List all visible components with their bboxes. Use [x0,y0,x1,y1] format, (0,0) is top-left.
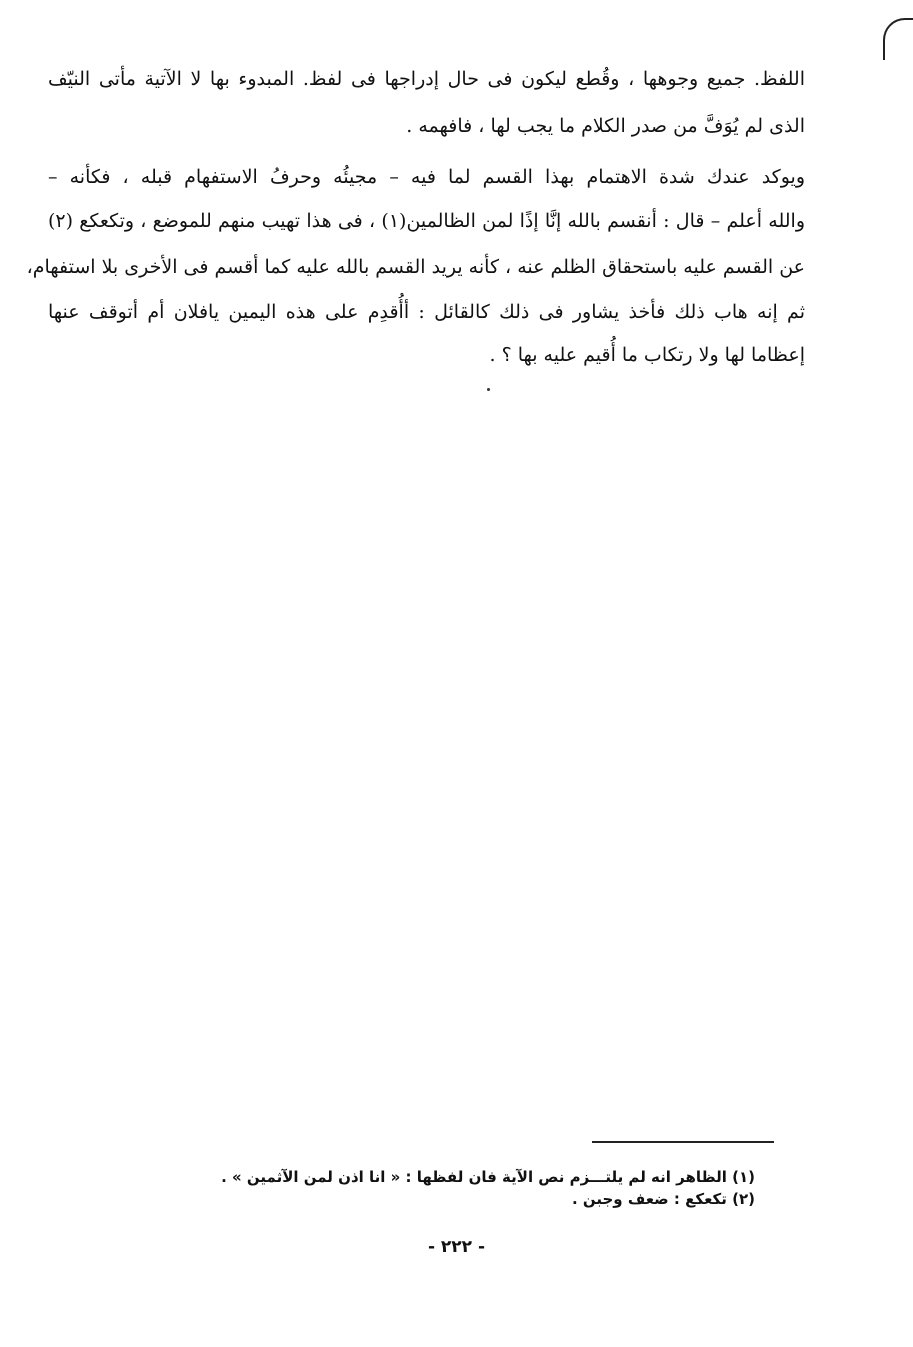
page-corner-mark [883,18,913,60]
footnote-1: (١) الظاهر انه لم يلتـــزم نص الآية فان لفظها : « انا اذن لمن الآثمين » . [221,1168,755,1186]
body-line-4: والله أعلم – قال : أنقسم بالله إنَّا إذًا لمن الظالمين(١) ، فى هذا تهيب منهم للموضع ، وتكعكع (٢) [48,210,805,232]
body-line-2: الذى لم يُوَفَّ من صدر الكلام ما يجب لها ، فافهمه . [406,115,805,137]
body-line-5: عن القسم عليه باستحقاق الظلم عنه ، كأنه يريد القسم بالله عليه كما أقسم فى الأخرى بلا استفهام، [26,256,805,278]
page-number: - ٢٢٢ - [427,1237,486,1257]
body-line-1: اللفظ. جميع وجوهها ، وقُطع ليكون فى حال إدراجها فى لفظ. المبدوء بها لا الآتية مأتى النيّف [48,68,805,90]
body-line-6: ثم إنه هاب ذلك فأخذ يشاور فى ذلك كالقائل : أأُقدِم على هذه اليمين يافلان أم أتوقف عنها [48,301,805,323]
stray-dot [487,388,490,391]
body-line-7: إعظاما لها ولا رتكاب ما أُقيم عليه بها ؟ . [489,344,805,366]
body-line-3: ويوكد عندك شدة الاهتمام بهذا القسم لما فيه – مجيئُه وحرفُ الاستفهام قبله ، فكأنه – [48,166,805,188]
footnote-2: (٢) تكعكع : ضعف وجبن . [571,1190,755,1208]
footnote-separator [592,1141,774,1143]
